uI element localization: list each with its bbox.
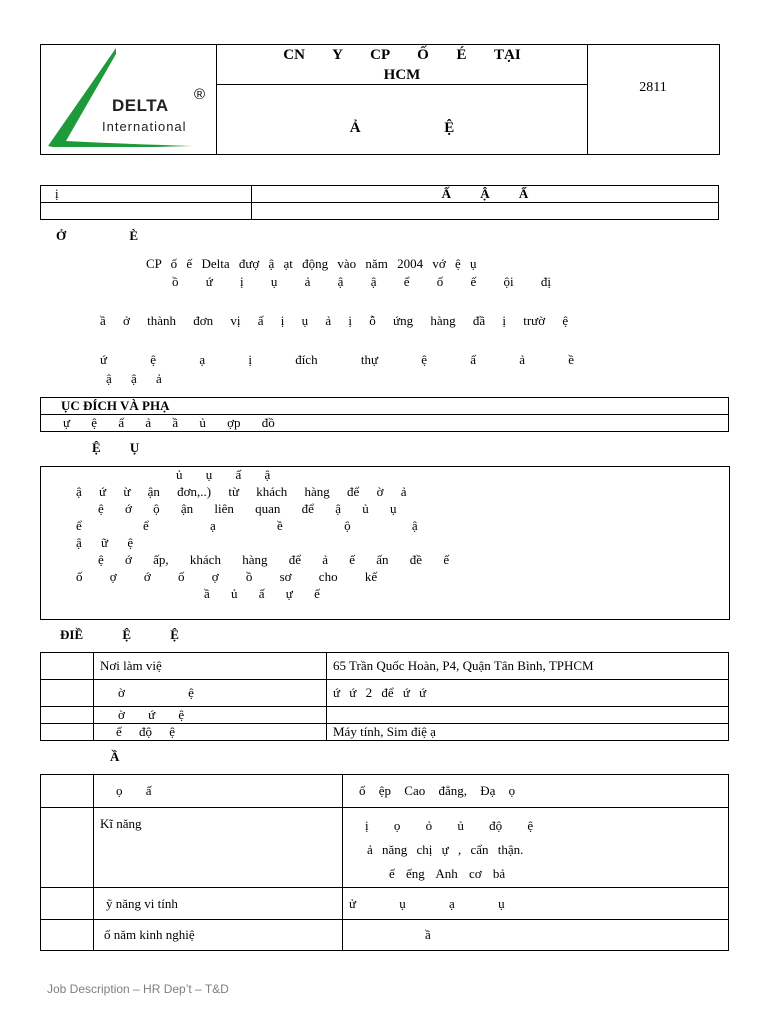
header-divider-right [587, 44, 588, 154]
position-cell-empty-2 [252, 203, 719, 220]
logo-brand: DELTA [112, 96, 169, 115]
intro-line-1: CP ố ế Delta đượ ậ ạt động vào năm 2004 vớ ệ ụ [146, 256, 477, 271]
duty-line-7: ố ợ ớ ố ợ ồ sơ cho kế [76, 569, 378, 584]
req-cell-num-2 [41, 808, 94, 888]
position-cell-empty-1 [41, 203, 252, 220]
req-value-1-line-1: ố ệp Cao đẳng, Đạ ọ [359, 783, 516, 798]
duty-line-1: ủ ụ ấ ậ [176, 467, 271, 482]
cond-label-3: ờ ứ ệ [94, 707, 327, 724]
duty-line-5: ậ ữ ệ [76, 535, 134, 550]
cond-value-3 [327, 707, 729, 724]
cond-cell-num-1 [41, 653, 94, 680]
position-col2: Ấ Ậ Ấ [252, 186, 719, 203]
req-label-1: ọ ấ [94, 775, 343, 808]
duty-line-6: ệ ớ ấp, khách hàng để ả ế ấn đề ế [98, 552, 450, 567]
req-value-2-line-1: ị ọ ỏ ủ độ ệ [365, 818, 534, 833]
registered-mark: ® [194, 86, 206, 103]
company-logo [44, 46, 214, 150]
document-label: Ả Ệ [349, 120, 455, 136]
req-value-1 [343, 775, 729, 808]
requirements-heading: Ầ [110, 749, 120, 764]
intro-line-2: ồ ứ ị ụ ả ậ ậ ể ố ế ội đị [172, 274, 551, 289]
duty-line-2: ậ ứ ừ ận đơn,..) từ khách hàng để ờ ả [76, 484, 407, 499]
req-label-4: ố năm kinh nghiệ [94, 920, 343, 951]
purpose-table [40, 397, 729, 432]
req-label-3: ỹ năng vi tính [94, 888, 343, 920]
cond-cell-num-2 [41, 680, 94, 707]
page-footer: Job Description – HR Dep’t – T&D [47, 982, 229, 996]
req-value-3-line-1: ử ụ ạ ụ [349, 895, 505, 911]
conditions-heading: ĐIỀ Ệ Ệ [60, 627, 179, 642]
duty-line-4: ể ể ạ ề ộ ậ [76, 518, 418, 533]
req-value-2-line-3: ế ếng Anh cơ bả [389, 866, 506, 881]
position-table [40, 185, 719, 220]
req-value-4-line-1: ầ [425, 927, 431, 942]
req-label-2: Kĩ năng [94, 808, 343, 888]
cond-cell-num-3 [41, 707, 94, 724]
cond-value-1: 65 Trần Quốc Hoàn, P4, Quận Tân Bình, TPHCM [327, 653, 729, 680]
req-cell-num-4 [41, 920, 94, 951]
cond-label-1: Nơi làm việ [94, 653, 327, 680]
duties-heading: Ệ Ụ [92, 440, 140, 455]
cond-value-2: ứ ứ 2 để ứ ứ [327, 680, 729, 707]
cond-label-4: ế độ ệ [94, 724, 327, 741]
req-value-2-line-2: ả năng chị ự , cẩn thận. [367, 842, 524, 857]
intro-heading: Ở È [56, 228, 139, 243]
cond-cell-num-4 [41, 724, 94, 741]
intro-line-5: ậ ậ ả [106, 371, 162, 386]
requirements-table [40, 774, 729, 951]
document-code: 2811 [639, 80, 667, 95]
conditions-table [40, 652, 729, 741]
company-title-line1: CN Y CP Ố É TẠI [283, 47, 521, 63]
intro-line-4: ứ ệ ạ ị đích thự ệ ấ ả ề [100, 352, 575, 367]
cond-value-4: Máy tính, Sim điệ ạ [327, 724, 729, 741]
cond-label-2: ờ ệ [94, 680, 327, 707]
company-title-line2: HCM [383, 67, 421, 83]
req-value-4 [343, 920, 729, 951]
duty-line-8: ầ ủ ấ ự ế [204, 586, 320, 601]
purpose-text: ự ệ ấ ả ầ ủ ợp đồ [41, 415, 729, 432]
logo-subtitle: International [102, 119, 187, 134]
req-cell-num-3 [41, 888, 94, 920]
purpose-heading: ỤC ĐÍCH VÀ PHẠ [41, 398, 729, 415]
duty-line-3: ệ ớ ộ ận liên quan để ậ ủ ụ [98, 501, 397, 516]
req-value-2 [343, 808, 729, 888]
intro-line-3: ầ ở thành đơn vị ấ ị ụ ả ị ỗ ứng hàng đầ ị trườ ệ [100, 313, 569, 328]
req-value-3 [343, 888, 729, 920]
position-col1: ị [41, 186, 252, 203]
req-cell-num-1 [41, 775, 94, 808]
